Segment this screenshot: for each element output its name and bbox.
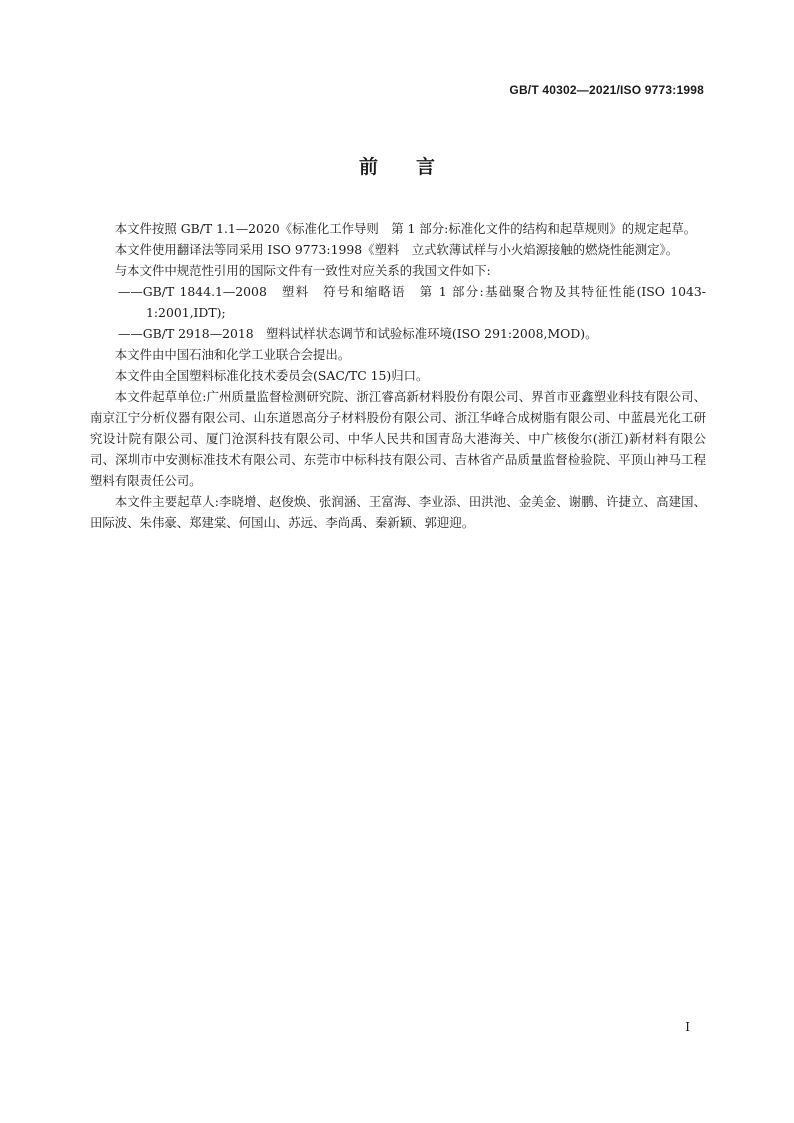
standard-code-header: GB/T 40302—2021/ISO 9773:1998: [509, 83, 704, 97]
foreword-body: [90, 218, 706, 533]
list-item-gbt-2918: ——GB/T 2918—2018 塑料试样状态调节和试验标准环境(ISO 291:2008,MOD)。: [118, 326, 598, 341]
paragraph-adoption: 本文件使用翻译法等同采用 ISO 9773:1998《塑料 立式软薄试样与小火焰源接触的燃烧性能测定》。: [114, 242, 679, 257]
page-number: I: [685, 1020, 690, 1034]
paragraph-drafting-rules: 本文件按照 GB/T 1.1—2020《标准化工作导则 第 1 部分:标准化文件的结构和起草规则》的规定起草。: [114, 221, 697, 236]
list-item-gbt-1844: ——GB/T 1844.1—2008 塑料 符号和缩略语 第 1 部分:基础聚合物及其特征性能(ISO 1043-1:2001,IDT);: [118, 284, 706, 320]
page-title: 前言: [358, 156, 473, 178]
paragraph-managed-by: 本文件由全国塑料标准化技术委员会(SAC/TC 15)归口。: [114, 368, 429, 383]
paragraph-proposed-by: 本文件由中国石油和化学工业联合会提出。: [114, 347, 351, 362]
paragraph-drafters: 本文件主要起草人:李晓增、赵俊焕、张润涵、王富海、李业添、田洪池、金美金、谢鹏、许捷立、高建国、田际波、朱伟豪、郑建棠、何国山、苏远、李尚禹、秦新颖、郭迎迎。: [90, 494, 706, 530]
paragraph-correspondence-intro: 与本文件中规范性引用的国际文件有一致性对应关系的我国文件如下:: [114, 263, 491, 278]
paragraph-drafting-units: 本文件起草单位:广州质量监督检测研究院、浙江睿高新材料股份有限公司、界首市亚鑫塑业科技有限公司、南京江宁分析仪器有限公司、山东道恩高分子材料股份有限公司、浙江华峰合成树脂有限公司、中蓝晨光化工研究设计院有限公司、厦门沧溟科技有限公司、中华人民共和国青岛大港海关、中广核俊尔(浙江)新材料有限公司、深圳市中安测标准技术有限公司、东莞市中标科技有限公司、吉林省产品质量监督检验院、平顶山神马工程塑料有限责任公司。: [90, 389, 706, 488]
